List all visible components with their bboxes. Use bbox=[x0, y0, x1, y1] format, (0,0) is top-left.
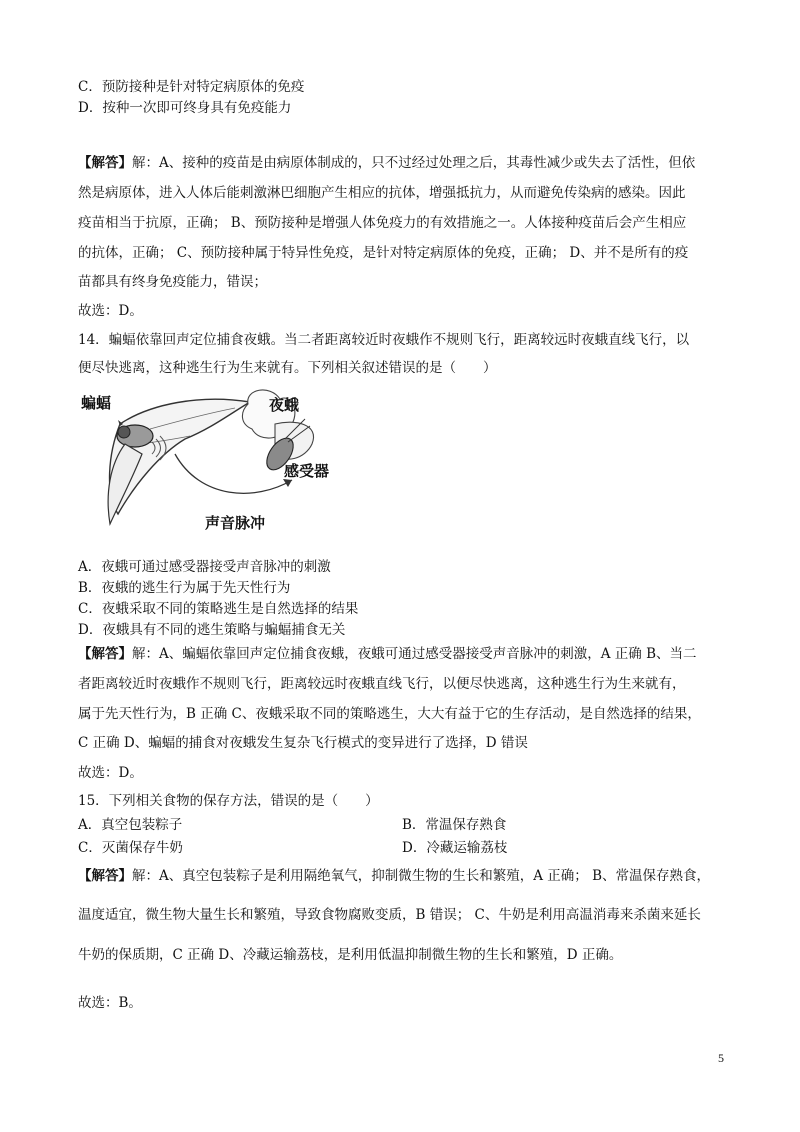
moth-label: 夜蛾 bbox=[269, 396, 300, 414]
q15-option-a: A．真空包装粽子 bbox=[78, 817, 183, 833]
q13-answer-line-1 bbox=[78, 154, 695, 172]
q14-choice: 故选：D。 bbox=[78, 765, 143, 781]
q13-answer-text-1: 解：A、接种的疫苗是由病原体制成的，只不过经过处理之后，其毒性减少或失去了活性，但依 bbox=[132, 155, 696, 171]
q15-option-d: D．冷藏运输荔枝 bbox=[402, 840, 508, 856]
q14-answer-line-4: C 正确 D、蝙蝠的捕食对夜蛾发生复杂飞行模式的变异进行了选择，D 错误 bbox=[78, 735, 528, 751]
bat-label: 蝙蝠 bbox=[81, 394, 112, 412]
q14-option-d: D．夜蛾具有不同的逃生策略与蝙蝠捕食无关 bbox=[78, 622, 346, 638]
q14-stem-line-2: 便尽快逃离，这种逃生行为生来就有。下列相关叙述错误的是（ ） bbox=[78, 360, 497, 376]
q14-answer-line-2: 者距离较近时夜蛾作不规则飞行，距离较远时夜蛾直线飞行，以便尽快逃离，这种逃生行为生来就有， bbox=[78, 676, 686, 692]
sound-pulse-label: 声音脉冲 bbox=[205, 514, 266, 532]
q15-option-b: B．常温保存熟食 bbox=[402, 817, 507, 833]
page-number: 5 bbox=[718, 1051, 724, 1065]
q14-answer-tag: 【解答】 bbox=[78, 646, 132, 662]
q13-answer-tag: 【解答】 bbox=[78, 155, 132, 171]
q13-answer-line-4: 的抗体，正确； C、预防接种属于特异性免疫，是针对特定病原体的免疫，正确； D、并不是所有的疫 bbox=[78, 245, 689, 261]
q13-answer-line-2: 然是病原体，进入人体后能刺激淋巴细胞产生相应的抗体，增强抵抗力，从而避免传染病的感染。因此 bbox=[78, 185, 686, 201]
q13-choice: 故选：D。 bbox=[78, 303, 143, 319]
q13-option-c: C．预防接种是针对特定病原体的免疫 bbox=[78, 79, 305, 95]
q14-answer-line-1 bbox=[78, 645, 697, 663]
q15-answer-line-2: 温度适宜，微生物大量生长和繁殖，导致食物腐败变质，B 错误； C、牛奶是利用高温消毒来杀菌来延长 bbox=[78, 907, 701, 923]
q13-answer-line-3: 疫苗相当于抗原，正确； B、预防接种是增强人体免疫力的有效措施之一。人体接种疫苗后会产生相应 bbox=[78, 215, 687, 231]
q13-option-d: D．按种一次即可终身具有免疫能力 bbox=[78, 100, 292, 116]
q14-answer-line-3: 属于先天性行为，B 正确 C、夜蛾采取不同的策略逃生，大大有益于它的生存活动，是自然选择的结果， bbox=[78, 706, 701, 722]
q15-answer-line-1 bbox=[78, 867, 710, 885]
bat-moth-figure bbox=[80, 384, 380, 544]
q15-option-c: C．灭菌保存牛奶 bbox=[78, 840, 183, 856]
q15-stem: 15．下列相关食物的保存方法，错误的是（ ） bbox=[78, 793, 379, 809]
q13-answer-line-5: 苗都具有终身免疫能力，错误； bbox=[78, 274, 267, 290]
q14-option-c: C．夜蛾采取不同的策略逃生是自然选择的结果 bbox=[78, 601, 359, 617]
q15-answer-tag: 【解答】 bbox=[78, 868, 132, 884]
q14-stem-line-1: 14．蝙蝠依靠回声定位捕食夜蛾。当二者距离较近时夜蛾作不规则飞行，距离较远时夜蛾直线飞行，以 bbox=[78, 332, 690, 348]
q15-answer-line-3: 牛奶的保质期，C 正确 D、冷藏运输荔枝，是利用低温抑制微生物的生长和繁殖，D 正确。 bbox=[78, 947, 623, 963]
q15-choice: 故选：B。 bbox=[78, 995, 142, 1011]
q15-answer-text-1: 解：A、真空包装粽子是利用隔绝氧气，抑制微生物的生长和繁殖，A 正确； B、常温保存熟食， bbox=[132, 868, 711, 884]
receptor-label: 感受器 bbox=[284, 462, 330, 480]
q14-option-a: A．夜蛾可通过感受器接受声音脉冲的刺激 bbox=[78, 559, 331, 575]
q14-answer-text-1: 解：A、蝙蝠依靠回声定位捕食夜蛾，夜蛾可通过感受器接受声音脉冲的刺激，A 正确 B、当二 bbox=[132, 646, 697, 662]
q14-option-b: B．夜蛾的逃生行为属于先天性行为 bbox=[78, 580, 291, 596]
